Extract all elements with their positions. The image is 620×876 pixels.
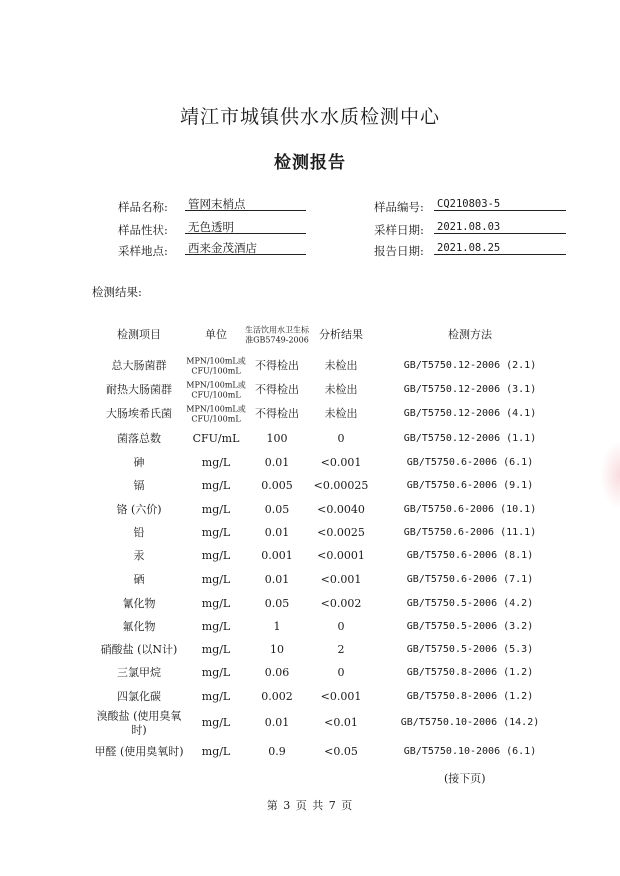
sample-name-label: 样品名称: — [118, 200, 168, 214]
sampling-site-value: 西来金茂酒店 — [185, 241, 306, 255]
cell-standard: 0.9 — [268, 745, 286, 759]
cell-result: 2 — [337, 643, 345, 657]
cell-result: <0.0001 — [317, 549, 365, 563]
cell-unit: mg/L — [201, 573, 231, 587]
cell-result: <0.001 — [320, 573, 362, 587]
cell-item: 铅 — [133, 526, 145, 540]
header-method: 检测方法 — [448, 328, 492, 342]
header-unit: 单位 — [205, 328, 227, 342]
sample-state-label: 样品性状: — [118, 223, 168, 237]
cell-unit: MPN/100mL或CFU/100mL — [186, 404, 246, 423]
cell-method: GB/T5750.5-2006 (3.2) — [406, 620, 534, 632]
cell-standard: 10 — [270, 643, 284, 657]
cell-result: <0.00025 — [313, 479, 369, 493]
cell-standard: 0.005 — [261, 479, 293, 493]
cell-method: GB/T5750.12-2006 (1.1) — [403, 432, 537, 444]
cell-unit: mg/L — [201, 745, 231, 759]
cell-method: GB/T5750.12-2006 (4.1) — [403, 407, 537, 419]
cell-method: GB/T5750.6-2006 (11.1) — [403, 526, 537, 538]
cell-unit: MPN/100mL或CFU/100mL — [186, 380, 246, 399]
cell-method: GB/T5750.6-2006 (6.1) — [406, 456, 534, 468]
report-title: 检测报告 — [274, 153, 346, 173]
cell-item: 大肠埃希氏菌 — [106, 407, 172, 421]
cell-unit: mg/L — [201, 716, 231, 730]
cell-item: 铬 (六价) — [116, 503, 162, 517]
sampling-date-label: 采样日期: — [374, 223, 424, 237]
sample-state-value: 无色透明 — [185, 220, 306, 234]
cell-unit: mg/L — [201, 479, 231, 493]
cell-method: GB/T5750.6-2006 (8.1) — [406, 549, 534, 561]
cell-unit: mg/L — [201, 526, 231, 540]
cell-unit: mg/L — [201, 597, 231, 611]
cell-method: GB/T5750.6-2006 (9.1) — [406, 479, 534, 491]
cell-method: GB/T5750.8-2006 (1.2) — [406, 666, 534, 678]
cell-standard: 不得检出 — [255, 407, 299, 421]
cell-result: <0.001 — [320, 456, 362, 470]
cell-standard: 0.001 — [261, 549, 293, 563]
sample-no-value: CQ210803-5 — [434, 197, 566, 211]
sample-name-value: 管网末梢点 — [185, 197, 306, 211]
cell-item: 耐热大肠菌群 — [106, 383, 172, 397]
cell-item: 氰化物 — [122, 597, 156, 611]
cell-method: GB/T5750.12-2006 (3.1) — [403, 383, 537, 395]
cell-method: GB/T5750.5-2006 (5.3) — [406, 643, 534, 655]
cell-result: 未检出 — [324, 383, 358, 397]
cell-unit: mg/L — [201, 456, 231, 470]
cell-item: 三氯甲烷 — [117, 666, 161, 680]
cell-result: 0 — [337, 620, 345, 634]
cell-result: <0.05 — [324, 745, 358, 759]
cell-result: 未检出 — [324, 407, 358, 421]
cell-item: 甲醛 (使用臭氧时) — [94, 745, 184, 759]
cell-standard: 0.06 — [264, 666, 290, 680]
report-date-label: 报告日期: — [374, 244, 424, 258]
seal-edge — [600, 440, 620, 510]
cell-standard: 0.05 — [264, 597, 290, 611]
cell-result: <0.0040 — [317, 503, 365, 517]
cell-standard: 不得检出 — [255, 359, 299, 373]
header-standard: 生活饮用水卫生标准GB5749-2006 — [245, 325, 309, 344]
cell-unit: mg/L — [201, 503, 231, 517]
report-date-value: 2021.08.25 — [434, 241, 566, 255]
cell-unit: mg/L — [201, 690, 231, 704]
cell-method: GB/T5750.5-2006 (4.2) — [406, 597, 534, 609]
cell-item: 菌落总数 — [117, 432, 161, 446]
cell-method: GB/T5750.6-2006 (7.1) — [406, 573, 534, 585]
cell-method: GB/T5750.6-2006 (10.1) — [403, 503, 537, 515]
cell-unit: mg/L — [201, 643, 231, 657]
cell-standard: 0.01 — [264, 526, 290, 540]
cell-standard: 1 — [273, 620, 281, 634]
cell-unit: CFU/mL — [192, 432, 240, 446]
results-label: 检测结果: — [92, 285, 142, 299]
cell-item: 四氯化碳 — [117, 690, 161, 704]
cell-item: 砷 — [133, 456, 145, 470]
cell-result: <0.01 — [324, 716, 358, 730]
sample-no-label: 样品编号: — [374, 200, 424, 214]
cell-item: 总大肠菌群 — [111, 359, 167, 373]
cell-method: GB/T5750.8-2006 (1.2) — [406, 690, 534, 702]
cell-result: 0 — [337, 666, 345, 680]
organization-name: 靖江市城镇供水水质检测中心 — [179, 106, 440, 128]
cell-method: GB/T5750.10-2006 (14.2) — [400, 716, 540, 728]
cell-item: 硒 — [133, 573, 145, 587]
cell-result: 未检出 — [324, 359, 358, 373]
cell-item: 硝酸盐 (以N计) — [100, 643, 178, 657]
page-footer: 第 3 页 共 7 页 — [266, 799, 354, 812]
header-result: 分析结果 — [319, 328, 363, 342]
cell-standard: 0.05 — [264, 503, 290, 517]
cell-standard: 0.01 — [264, 573, 290, 587]
cell-method: GB/T5750.10-2006 (6.1) — [403, 745, 537, 757]
cell-standard: 0.01 — [264, 456, 290, 470]
cell-item: 汞 — [133, 549, 145, 563]
cell-item: 溴酸盐 (使用臭氧时) — [96, 709, 182, 736]
cell-standard: 不得检出 — [255, 383, 299, 397]
cell-item: 氟化物 — [122, 620, 156, 634]
cell-standard: 0.002 — [261, 690, 293, 704]
cell-result: <0.001 — [320, 690, 362, 704]
cell-result: 0 — [337, 432, 345, 446]
header-item: 检测项目 — [117, 328, 161, 342]
cell-result: <0.0025 — [317, 526, 365, 540]
cell-item: 镉 — [133, 479, 145, 493]
cell-standard: 100 — [266, 432, 288, 446]
cell-unit: MPN/100mL或CFU/100mL — [186, 356, 246, 375]
cell-method: GB/T5750.12-2006 (2.1) — [403, 359, 537, 371]
cell-unit: mg/L — [201, 666, 231, 680]
cell-unit: mg/L — [201, 620, 231, 634]
continued-note: (接下页) — [444, 772, 486, 785]
cell-standard: 0.01 — [264, 716, 290, 730]
cell-result: <0.002 — [320, 597, 362, 611]
sampling-date-value: 2021.08.03 — [434, 220, 566, 234]
sampling-site-label: 采样地点: — [118, 244, 168, 258]
cell-unit: mg/L — [201, 549, 231, 563]
